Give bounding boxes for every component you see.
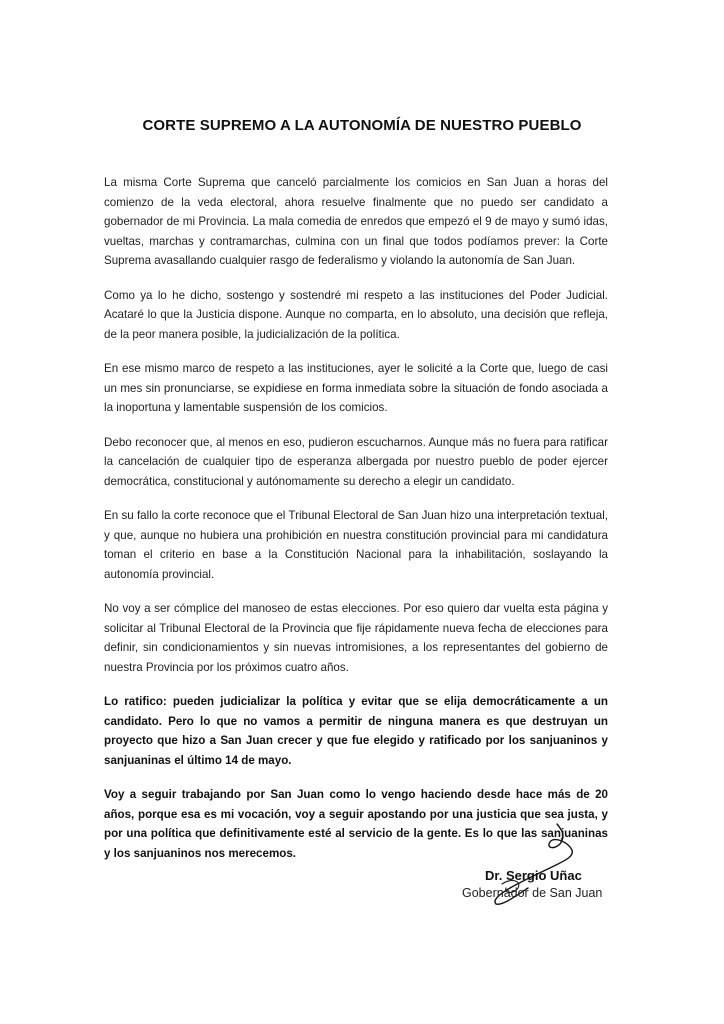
- paragraph-5: En su fallo la corte reconoce que el Tribunal Electoral de San Juan hizo una interpretación textual, y que, aunque no hubiera una prohibición en nuestra constitución provincial para mi candidatura toman el criterio en base a la Constitución Nacional para la inhabilitación, soslayando la autonomía provincial.: [104, 509, 608, 581]
- paragraph-6: No voy a ser cómplice del manoseo de estas elecciones. Por eso quiero dar vuelta esta página y solicitar al Tribunal Electoral de la Provincia que fije rápidamente nueva fecha de elecciones para definir, sin condicionamientos y sin nuevas intromisiones, a los representantes del gobierno de nuestra Provincia por los próximos cuatro años.: [104, 602, 608, 674]
- paragraph-3: En ese mismo marco de respeto a las instituciones, ayer le solicité a la Corte que, luego de casi un mes sin pronunciarse, se expidiese en forma inmediata sobre la situación de fondo asociada a la inoportuna y lamentable suspensión de los comicios.: [104, 362, 608, 414]
- signature-block: [462, 820, 612, 910]
- signatory-role: Gobernador de San Juan: [462, 886, 603, 900]
- paragraph-7-bold: Lo ratifico: pueden judicializar la política y evitar que se elija democráticamente a un candidato. Pero lo que no vamos a permitir de ninguna manera es que destruyan un proyecto que hizo a San Juan crecer y que fue elegido y ratificado por los sanjuaninos y sanjuaninas el último 14 de mayo.: [104, 695, 608, 767]
- signatory-name: Dr. Sergio Uñac: [485, 868, 582, 883]
- document-title: CORTE SUPREMO A LA AUTONOMÍA DE NUESTRO PUEBLO: [142, 117, 582, 134]
- paragraph-4: Debo reconocer que, al menos en eso, pudieron escucharnos. Aunque más no fuera para ratificar la cancelación de cualquier tipo de esperanza albergada por nuestro pueblo de poder ejercer democrática, constitucional y autónomamente su derecho a elegir un candidato.: [104, 435, 608, 488]
- paragraph-8-bold: Voy a seguir trabajando por San Juan como lo vengo haciendo desde hace más de 20 años, porque esa es mi vocación, voy a seguir apostando por una justicia que sea justa, y por una política que definitivamente esté al servicio de la gente. Es lo que las sanjuaninas y los sanjuaninos nos merecemos.: [104, 788, 608, 860]
- document-body: [104, 173, 608, 878]
- paragraph-2: Como ya lo he dicho, sostengo y sostendré mi respeto a las instituciones del Poder Judicial. Acataré lo que la Justicia dispone. Aunque no comparta, en lo absoluto, una decisión que refleja, de la peor manera posible, la judicialización de la política.: [104, 288, 608, 341]
- paragraph-1: La misma Corte Suprema que canceló parcialmente los comicios en San Juan a horas del comienzo de la veda electoral, ahora resuelve finalmente que no puedo ser candidato a gobernador de mi Provincia. La mala comedia de enredos que empezó el 9 de mayo y sumó idas, vueltas, marchas y contramarchas, culmina con un final que todos podíamos prever: la Corte Suprema avasallando cualquier rasgo de federalismo y violando la autonomía de San Juan.: [104, 176, 608, 267]
